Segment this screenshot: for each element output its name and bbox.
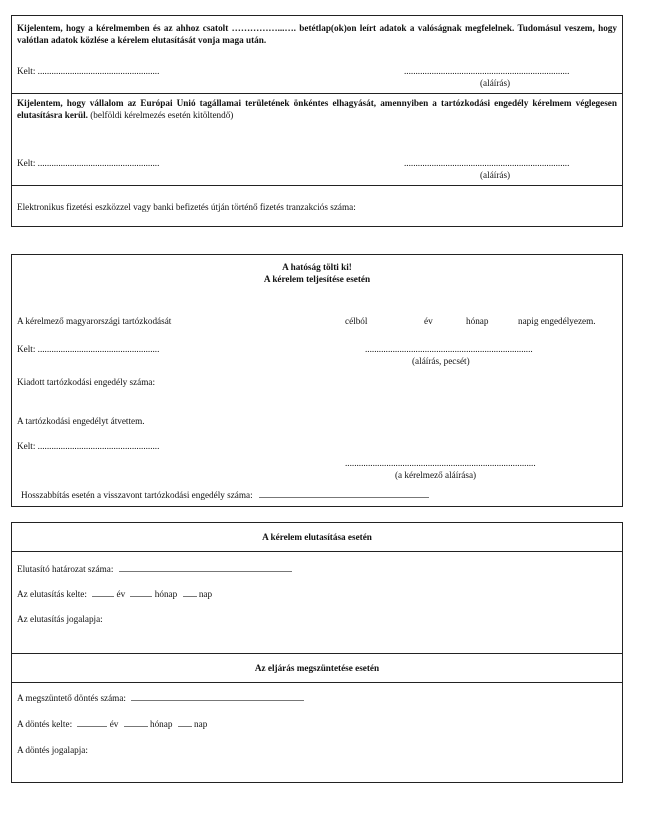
approval-year-label[interactable]: év xyxy=(424,316,433,326)
termination-number-label: A megszüntető döntés száma: xyxy=(17,693,126,703)
termination-date-label: A döntés kelte: xyxy=(17,719,73,729)
declaration-2-signature-label: (aláírás) xyxy=(480,170,511,180)
termination-day-label: nap xyxy=(194,719,208,729)
approval-month-label[interactable]: hónap xyxy=(466,316,489,326)
termination-year-label: év xyxy=(109,719,119,729)
termination-legal-basis-label: A döntés jogalapja: xyxy=(17,745,88,755)
rejection-date-row xyxy=(17,588,212,599)
termination-month-label: hónap xyxy=(149,719,173,729)
termination-number-input[interactable] xyxy=(131,692,304,701)
authority-date-field[interactable]: Kelt: ..................................................... xyxy=(17,344,160,354)
rejection-legal-basis-label: Az elutasítás jogalapja: xyxy=(17,614,103,624)
termination-title-section xyxy=(12,654,622,683)
rejection-title-section xyxy=(12,523,622,552)
authority-box xyxy=(11,254,623,507)
applicant-date-field[interactable]: Kelt: ..................................................... xyxy=(17,441,160,451)
declaration-1-text: Kijelentem, hogy a kérelmemben és az ahhoz csatolt ……………...…. betétlap(ok)on leírt adatok a valóságnak megfelelnek. Tudomásul veszem, hogy valótlan adatok közlése a kérelem elutasítását vonja maga után. xyxy=(17,23,617,45)
declaration-1-signature-line[interactable]: ........................................................................ xyxy=(404,66,570,76)
termination-date-row xyxy=(17,718,207,729)
permit-number-label: Kiadott tartózkodási engedély száma: xyxy=(17,377,156,387)
permit-received-text: A tartózkodási engedélyt átvettem. xyxy=(17,416,145,426)
rejection-box xyxy=(11,522,623,783)
rejection-number-input[interactable] xyxy=(119,563,292,572)
payment-transaction-label: Elektronikus fizetési eszközzel vagy banki befizetés útján történő fizetés tranzakciós száma: xyxy=(17,202,356,212)
rejection-year-label: év xyxy=(116,589,126,599)
declaration-2-text xyxy=(17,97,617,121)
rejection-year-input[interactable] xyxy=(92,588,114,597)
declaration-2-date-field[interactable]: Kelt: ..................................................... xyxy=(17,158,160,168)
rejection-day-label: nap xyxy=(198,589,213,599)
approval-text: A kérelmező magyarországi tartózkodását xyxy=(17,316,172,326)
rejection-title: A kérelem elutasítása esetén xyxy=(262,532,372,542)
applicant-signature-line[interactable]: ................................................................................... xyxy=(345,458,536,468)
rejection-section xyxy=(12,552,622,654)
rejection-date-label: Az elutasítás kelte: xyxy=(17,589,87,599)
authority-title: A hatóság tölti ki! xyxy=(282,262,352,272)
termination-day-input[interactable] xyxy=(178,718,192,727)
rejection-number-label: Elutasító határozat száma: xyxy=(17,564,114,574)
declaration-1-signature-label: (aláírás) xyxy=(480,78,511,88)
payment-section xyxy=(12,186,622,226)
declaration-2-signature-line[interactable]: ........................................................................ xyxy=(404,158,570,168)
authority-subtitle: A kérelem teljesítése esetén xyxy=(263,274,371,284)
rejection-month-input[interactable] xyxy=(130,588,152,597)
authority-signature-label: (aláírás, pecsét) xyxy=(412,356,470,366)
extension-permit-label: Hosszabbítás esetén a visszavont tartózkodási engedély száma: xyxy=(21,490,253,500)
rejection-number-row xyxy=(17,563,292,574)
declaration-2-text-note: (belföldi kérelmezés esetén kitöltendő) xyxy=(90,110,234,120)
extension-permit-input[interactable] xyxy=(259,489,429,498)
termination-number-row xyxy=(17,692,304,703)
extension-permit-row xyxy=(21,489,429,500)
rejection-day-input[interactable] xyxy=(183,588,197,597)
declaration-2-text-bold: Kijelentem, hogy vállalom az Európai Unió tagállamai területének önkéntes elhagyását, amennyiben a tartózkodási engedély kérelmem véglegesen elutasításra kerül. xyxy=(17,98,617,120)
authority-signature-line[interactable]: ......................................................................... xyxy=(365,344,533,354)
approval-day-label[interactable]: napig engedélyezem. xyxy=(518,316,596,326)
termination-section xyxy=(12,683,622,782)
termination-title: Az eljárás megszüntetése esetén xyxy=(254,663,380,673)
termination-year-input[interactable] xyxy=(77,718,107,727)
declaration-2-section xyxy=(12,94,622,186)
declarations-box xyxy=(11,15,623,227)
termination-month-input[interactable] xyxy=(124,718,148,727)
declaration-1-section xyxy=(12,16,622,94)
applicant-signature-label: (a kérelmező aláírása) xyxy=(395,470,477,480)
approval-purpose-label[interactable]: célból xyxy=(345,316,368,326)
rejection-month-label: hónap xyxy=(154,589,178,599)
declaration-1-date-field[interactable]: Kelt: ..................................................... xyxy=(17,66,160,76)
